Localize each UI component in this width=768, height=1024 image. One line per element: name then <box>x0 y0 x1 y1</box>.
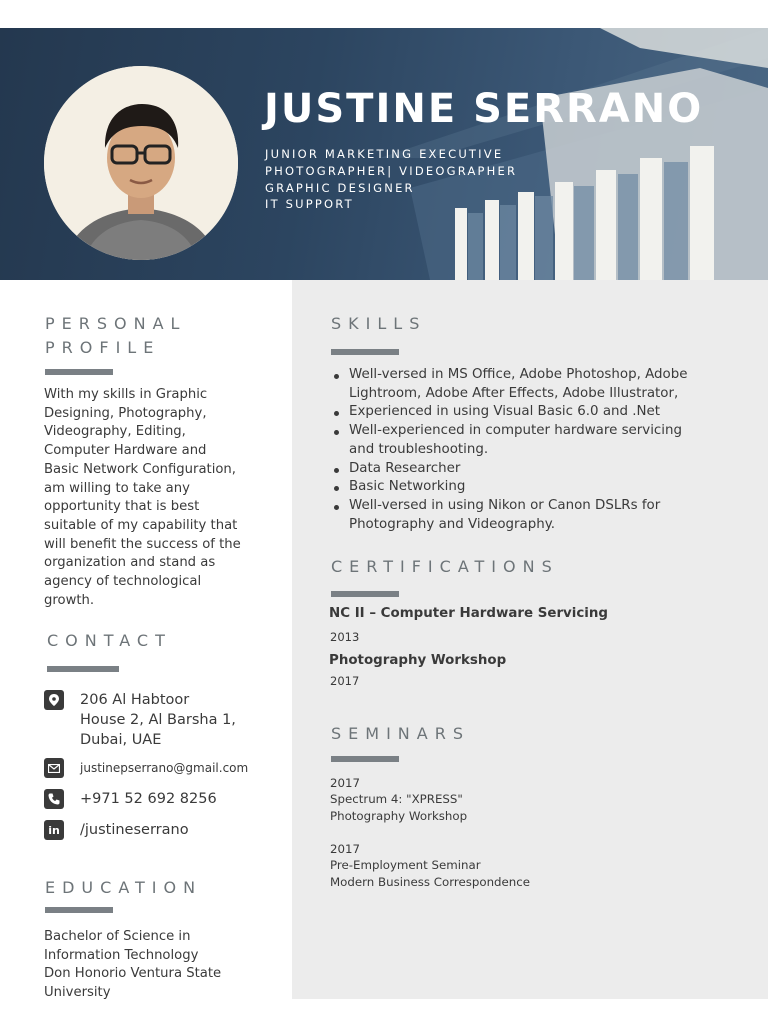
profile-line: Videography, Editing, <box>44 424 186 440</box>
profile-line: suitable of my capability that <box>44 517 238 533</box>
profile-heading-line: PERSONAL <box>45 314 187 333</box>
address-line: Dubai, UAE <box>80 732 162 748</box>
job-titles <box>265 146 517 213</box>
seminar-subtitle: Modern Business Correspondence <box>330 874 531 889</box>
job-title: IT SUPPORT <box>265 197 354 212</box>
section-divider <box>45 369 113 375</box>
profile-line: will benefit the success of the <box>44 536 241 552</box>
seminar-title: Pre-Employment Seminar <box>330 858 481 873</box>
education-text <box>44 928 279 1003</box>
contact-address <box>44 690 236 750</box>
contact-phone <box>44 789 217 809</box>
job-title: JUNIOR MARKETING EXECUTIVE <box>265 147 504 161</box>
seminar-subtitle: Photography Workshop <box>330 808 468 823</box>
mail-icon <box>44 758 64 778</box>
section-divider <box>45 907 113 913</box>
seminar-year: 2017 <box>330 776 361 790</box>
phone-number[interactable]: +971 52 692 8256 <box>80 791 217 807</box>
profile-line: growth. <box>44 592 95 608</box>
education-line: University <box>44 985 111 1001</box>
skill-item <box>330 460 750 479</box>
skill-item <box>330 497 750 534</box>
address-line: 206 Al Habtoor <box>80 692 190 708</box>
section-divider <box>331 349 399 355</box>
education-line: Don Honorio Ventura State <box>44 966 222 982</box>
header-banner <box>0 28 768 280</box>
skill-item <box>330 366 750 403</box>
seminars-heading: SEMINARS <box>331 724 470 743</box>
contact-linkedin <box>44 820 189 840</box>
skills-list <box>330 366 750 534</box>
profile-line: agency of technological <box>44 574 202 590</box>
certification-name: NC II – Computer Hardware Servicing <box>329 606 609 621</box>
skill-line: and troubleshooting. <box>349 441 489 457</box>
skill-line: Lightroom, Adobe After Effects, Adobe Illustrator, <box>349 385 679 401</box>
linkedin-icon: in <box>44 820 64 840</box>
contact-email <box>44 758 248 778</box>
skill-line: Photography and Videography. <box>349 516 556 532</box>
profile-line: With my skills in Graphic <box>44 387 208 402</box>
section-divider <box>47 666 119 672</box>
full-name: JUSTINE SERRANO <box>264 86 704 132</box>
certification-year: 2013 <box>330 630 360 644</box>
job-title: PHOTOGRAPHER| VIDEOGRAPHER <box>265 163 518 178</box>
location-icon <box>44 690 64 710</box>
profile-line: opportunity that is best <box>44 499 200 515</box>
address-text <box>80 690 236 750</box>
skill-line: Data Researcher <box>349 460 461 476</box>
skill-line: Well-versed in using Nikon or Canon DSLRs for <box>349 497 661 513</box>
profile-line: am willing to take any <box>44 480 190 496</box>
profile-line: Designing, Photography, <box>44 405 207 421</box>
section-divider <box>331 591 399 597</box>
skill-line: Basic Networking <box>349 479 466 495</box>
phone-icon <box>44 789 64 809</box>
profile-heading <box>45 312 186 360</box>
skills-heading: SKILLS <box>331 314 427 333</box>
seminar-year: 2017 <box>330 842 361 856</box>
skill-line: Well-versed in MS Office, Adobe Photoshop, Adobe <box>349 367 688 382</box>
contact-heading: CONTACT <box>47 631 172 650</box>
education-line: Information Technology <box>44 947 199 963</box>
profile-photo <box>44 66 238 260</box>
profile-line: Computer Hardware and <box>44 443 207 459</box>
skill-item <box>330 403 750 422</box>
certification-year: 2017 <box>330 674 360 688</box>
email-link[interactable]: justinepserrano@gmail.com <box>80 761 249 775</box>
person-avatar-icon <box>44 66 238 260</box>
skill-line: Well-experienced in computer hardware servicing <box>349 423 682 439</box>
seminar-entry <box>330 841 530 890</box>
education-heading: EDUCATION <box>45 878 203 897</box>
skill-item <box>330 478 750 497</box>
profile-text <box>44 386 274 610</box>
linkedin-link[interactable]: /justineserrano <box>80 822 189 838</box>
profile-heading-line: PROFILE <box>45 338 161 357</box>
certification-name: Photography Workshop <box>329 653 507 668</box>
skill-item <box>330 422 750 459</box>
profile-line: Basic Network Configuration, <box>44 461 236 477</box>
certifications-heading: CERTIFICATIONS <box>331 557 559 576</box>
seminar-title: Spectrum 4: "XPRESS" <box>330 792 463 807</box>
address-line: House 2, Al Barsha 1, <box>80 712 236 728</box>
education-line: Bachelor of Science in <box>44 929 191 944</box>
seminar-entry <box>330 775 467 824</box>
job-title: GRAPHIC DESIGNER <box>265 180 415 195</box>
profile-line: organization and stand as <box>44 555 216 571</box>
section-divider <box>331 756 399 762</box>
skill-line: Experienced in using Visual Basic 6.0 and .Net <box>349 404 661 420</box>
